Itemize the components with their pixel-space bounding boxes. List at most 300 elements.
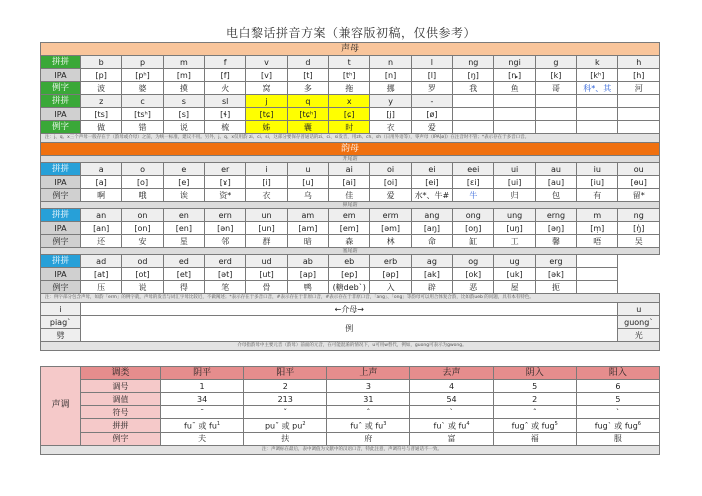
initial-pinyin-1: p	[122, 56, 163, 69]
initial2-ipa-empty	[577, 108, 618, 121]
initial2-ipa-empty	[494, 108, 535, 121]
tone-cell-text: fuˆ 或 fu	[350, 421, 384, 431]
final-nasal-pinyin-7: erm	[370, 209, 411, 222]
tone-number-sup: 2	[302, 421, 306, 427]
initial2-example-empty	[535, 121, 576, 134]
initial2-ipa-empty	[453, 108, 494, 121]
row-label-ipa: IPA	[41, 69, 81, 82]
initial-ipa-4: [v]	[246, 69, 287, 82]
final-nasal-example-1: 安	[122, 235, 163, 248]
final-open-ipa-6: [ai]	[329, 176, 370, 189]
final-open-ipa-9: [ɛi]	[453, 176, 494, 189]
finals-header: 韵母	[41, 143, 660, 156]
initial2-pinyin-empty	[577, 95, 618, 108]
row-label-pinyin: 拼拼	[41, 95, 81, 108]
final-open-pinyin-3: er	[205, 163, 246, 176]
final-open-example-9: 牛	[453, 189, 494, 202]
initial-example-12: 科*、其	[577, 82, 618, 95]
final-stop-pinyin-9: og	[453, 255, 494, 268]
row-label-pinyin: 拼拼	[41, 209, 81, 222]
final-stop-ipa-0: [at]	[81, 268, 122, 281]
tone-cell	[327, 380, 410, 393]
tone-cell	[327, 419, 410, 433]
initial2-ipa-0: [ts]	[81, 108, 122, 121]
initial2-example-empty	[577, 121, 618, 134]
final-stop-example-7: 入	[370, 281, 411, 294]
tone-cell	[244, 432, 327, 445]
finals-note: 注：例字部分包含声母，如韵「erm」的例字就，声母的发音与词汇字母比较近，不做阐述；*表示存在于多音口音，#表示存在于非原口音，#表示存在于非原口音，「ang」、「ong」等韵母可以用合体复合韵，比如韵ueb 的问题，具有本有特色。	[41, 294, 660, 303]
final-open-ipa-12: [iu]	[577, 176, 618, 189]
initial-ipa-10: [ȵ]	[494, 69, 535, 82]
tone-cell	[576, 393, 659, 406]
final-nasal-example-9: 缸	[453, 235, 494, 248]
initial-ipa-12: [kʰ]	[577, 69, 618, 82]
final-stop-pinyin-7: erb	[370, 255, 411, 268]
initial-pinyin-4: v	[246, 56, 287, 69]
tone-cell	[244, 393, 327, 406]
tone-cell-text: 5	[615, 394, 621, 404]
final-stop-pinyin-6: eb	[329, 255, 370, 268]
tone-cell-text: fugˋ 或 fug	[594, 421, 638, 431]
final-open-pinyin-5: u	[287, 163, 328, 176]
final-stop-pinyin-11: erg	[535, 255, 576, 268]
initial2-pinyin-empty	[618, 95, 660, 108]
tone-header-5: 阴入	[493, 367, 576, 380]
final-stop-ipa-10: [uk]	[494, 268, 535, 281]
final-nasal-pinyin-0: an	[81, 209, 122, 222]
initial2-example-6: 时	[329, 121, 370, 134]
final-stop-example-11: 扼	[535, 281, 576, 294]
initial-ipa-7: [n]	[370, 69, 411, 82]
initial2-ipa-8: [ø]	[411, 108, 452, 121]
final-stop-example-6: (糖deb`)	[329, 281, 370, 294]
final-stop-example-2: 得	[163, 281, 204, 294]
final-stop-example-10: 屋	[494, 281, 535, 294]
final-nasal-example-7: 林	[370, 235, 411, 248]
final-nasal-ipa-11: [əŋ]	[535, 222, 576, 235]
tone-cell-text: ˋ	[615, 407, 620, 417]
initial-example-10: 鱼	[494, 82, 535, 95]
row-label-ipa: IPA	[41, 268, 81, 281]
tone-cell-text: 4	[449, 381, 455, 391]
tone-cell-text: 扶	[281, 434, 290, 444]
initial-ipa-9: [ŋ]	[453, 69, 494, 82]
initial-pinyin-9: ng	[453, 56, 494, 69]
initial2-example-2: 说	[163, 121, 204, 134]
final-open-ipa-10: [ui]	[494, 176, 535, 189]
final-nasal-ipa-5: [am]	[287, 222, 328, 235]
row-label-pinyin: 拼拼	[41, 163, 81, 176]
final-stop-example-4: 骨	[246, 281, 287, 294]
final-open-pinyin-2: e	[163, 163, 204, 176]
final-open-example-13: 留*	[618, 189, 660, 202]
final-open-ipa-0: [a]	[81, 176, 122, 189]
medial-right-top: u	[618, 303, 660, 316]
page-title: 电白黎话拼音方案（兼容版初稿，仅供参考）	[225, 26, 476, 40]
tone-cell	[576, 406, 659, 419]
tone-cell-text: 夫	[198, 434, 207, 444]
final-stop-ipa-5: [ap]	[287, 268, 328, 281]
initial-example-2: 摸	[163, 82, 204, 95]
final-open-pinyin-8: ei	[411, 163, 452, 176]
final-open-example-6: 佳	[329, 189, 370, 202]
row-label-ipa: IPA	[41, 176, 81, 189]
pinyin-scheme-table	[40, 42, 660, 351]
final-nasal-example-5: 暗	[287, 235, 328, 248]
final-stop-pinyin-1: od	[122, 255, 163, 268]
tone-row-label: 调值	[81, 393, 161, 406]
row-label-ipa: IPA	[41, 108, 81, 121]
final-stop-example-5: 鸭	[287, 281, 328, 294]
initial-pinyin-8: l	[411, 56, 452, 69]
initial2-ipa-3: [ɬ]	[205, 108, 246, 121]
final-stop-ipa-4: [ut]	[246, 268, 287, 281]
final-nasal-pinyin-12: m	[577, 209, 618, 222]
final-stop-example-8: 辟	[411, 281, 452, 294]
initial2-pinyin-7: y	[370, 95, 411, 108]
final-nasal-pinyin-5: am	[287, 209, 328, 222]
tone-cell	[493, 419, 576, 433]
tone-row-label: 拼拼	[81, 419, 161, 433]
final-open-pinyin-9: eei	[453, 163, 494, 176]
final-stop-pinyin-10: ug	[494, 255, 535, 268]
tone-cell-text: fuˋ 或 fu	[433, 421, 467, 431]
tone-cell	[493, 432, 576, 445]
final-open-ipa-11: [au]	[535, 176, 576, 189]
initial2-example-8: 爱	[411, 121, 452, 134]
medial-header: ←介母→	[81, 303, 618, 316]
initial2-example-empty	[618, 121, 660, 134]
tone-cell	[410, 419, 493, 433]
initial-pinyin-6: t	[329, 56, 370, 69]
final-nasal-example-3: 邻	[205, 235, 246, 248]
initial-ipa-6: [tʰ]	[329, 69, 370, 82]
tone-cell-text: 5	[532, 381, 538, 391]
tone-cell	[244, 380, 327, 393]
initial2-example-5: 囊	[287, 121, 328, 134]
final-nasal-example-11: 馨	[535, 235, 576, 248]
tone-row-label: 调号	[81, 380, 161, 393]
final-open-example-5: 乌	[287, 189, 328, 202]
finals-stop-subheader: 塞尾韵	[41, 248, 660, 255]
final-stop-pinyin-2: ed	[163, 255, 204, 268]
initial-example-7: 挪	[370, 82, 411, 95]
row-label-pinyin: 拼拼	[41, 56, 81, 69]
initial2-pinyin-5: q	[287, 95, 328, 108]
initial2-ipa-1: [tsʰ]	[122, 108, 163, 121]
medial-right-bot: 光	[618, 329, 660, 342]
final-stop-example-1: 说	[122, 281, 163, 294]
final-open-example-11: 包	[535, 189, 576, 202]
initial-pinyin-2: m	[163, 56, 204, 69]
final-stop-ipa-7: [əp]	[370, 268, 411, 281]
tone-cell	[244, 406, 327, 419]
final-open-pinyin-13: ou	[618, 163, 660, 176]
tone-header-1: 阴平	[161, 367, 244, 380]
final-nasal-example-10: 工	[494, 235, 535, 248]
tone-table	[40, 366, 660, 455]
initial-pinyin-3: f	[205, 56, 246, 69]
tone-cell	[244, 419, 327, 433]
final-nasal-ipa-1: [on]	[122, 222, 163, 235]
final-open-example-8: 水*、牛#	[411, 189, 452, 202]
final-stop-pinyin-empty	[577, 255, 618, 268]
initial2-pinyin-4: j	[246, 95, 287, 108]
final-open-ipa-1: [o]	[122, 176, 163, 189]
final-nasal-example-2: 星	[163, 235, 204, 248]
final-nasal-ipa-6: [em]	[329, 222, 370, 235]
tone-cell-text: ˋ	[449, 407, 454, 417]
initial2-ipa-2: [s]	[163, 108, 204, 121]
final-open-pinyin-0: a	[81, 163, 122, 176]
initial2-example-0: 做	[81, 121, 122, 134]
row-label-example: 例字	[41, 281, 81, 294]
final-nasal-example-0: 还	[81, 235, 122, 248]
initial-example-1: 婆	[122, 82, 163, 95]
final-stop-ipa-3: [ət]	[205, 268, 246, 281]
initial-pinyin-0: b	[81, 56, 122, 69]
final-nasal-example-12: 唔	[577, 235, 618, 248]
final-stop-example-empty	[577, 281, 618, 294]
tone-cell	[327, 432, 410, 445]
final-open-pinyin-12: iu	[577, 163, 618, 176]
initial2-ipa-4: [tɕ]	[246, 108, 287, 121]
initial-ipa-1: [pʰ]	[122, 69, 163, 82]
final-open-example-4: 衣	[246, 189, 287, 202]
initial2-example-4: 姊	[246, 121, 287, 134]
tone-cell	[161, 419, 244, 433]
final-stop-pinyin-3: erd	[205, 255, 246, 268]
tone-cell-text: fuˉ 或 fu	[184, 421, 217, 431]
initial2-pinyin-0: z	[81, 95, 122, 108]
final-open-ipa-8: [ei]	[411, 176, 452, 189]
final-stop-pinyin-8: ag	[411, 255, 452, 268]
initials-note: 注：j、q、x三个声母一般存在于（韵母或介母）之前，为统一标准，建议不用。另外，j、q、x仅用韵 zi、ci、si，这部分要保存普通话的zi、ci、si发音，用zh、ch、sh（日用外语等），零声母（IPA[ø]）在注音时不管；*表示存在于多音口音。	[41, 134, 660, 143]
initial-example-0: 波	[81, 82, 122, 95]
initial2-ipa-empty	[618, 108, 660, 121]
final-open-pinyin-7: oi	[370, 163, 411, 176]
final-nasal-ipa-9: [oŋ]	[453, 222, 494, 235]
final-nasal-pinyin-6: em	[329, 209, 370, 222]
medial-left-mid: piag`	[41, 316, 81, 329]
tone-cell	[576, 419, 659, 433]
initial-ipa-3: [f]	[205, 69, 246, 82]
tone-header-2: 阳平	[244, 367, 327, 380]
initial-example-11: 哥	[535, 82, 576, 95]
final-stop-ipa-1: [ot]	[122, 268, 163, 281]
final-nasal-pinyin-1: on	[122, 209, 163, 222]
tone-header-0: 调类	[81, 367, 161, 380]
initial-example-13: 河	[618, 82, 660, 95]
tone-cell-text: 富	[447, 434, 456, 444]
initial2-ipa-empty	[535, 108, 576, 121]
final-nasal-pinyin-11: erng	[535, 209, 576, 222]
tone-cell	[327, 393, 410, 406]
final-stop-pinyin-0: ad	[81, 255, 122, 268]
initial2-ipa-5: [tɕʰ]	[287, 108, 328, 121]
tone-header-6: 阳入	[576, 367, 659, 380]
final-open-example-1: 哦	[122, 189, 163, 202]
medial-center: 例	[81, 316, 618, 342]
final-nasal-pinyin-3: ern	[205, 209, 246, 222]
final-open-example-3: 资*	[205, 189, 246, 202]
initial2-pinyin-2: s	[163, 95, 204, 108]
tone-cell-text: puˇ 或 pu	[264, 421, 303, 431]
initial-ipa-13: [h]	[618, 69, 660, 82]
final-open-pinyin-10: ui	[494, 163, 535, 176]
final-stop-example-0: 压	[81, 281, 122, 294]
final-open-ipa-2: [e]	[163, 176, 204, 189]
tone-cell	[161, 406, 244, 419]
final-open-ipa-3: [ɤ]	[205, 176, 246, 189]
medial-note: 介母指韵母中主要元音（韵母）前面的元音，在可能混淆的情况下，u可用w替代，例如，guong可表示为gwong。	[41, 342, 660, 351]
tone-number-sup: 1	[216, 421, 221, 427]
final-nasal-example-4: 群	[246, 235, 287, 248]
final-open-example-10: 归	[494, 189, 535, 202]
final-stop-ipa-9: [ok]	[453, 268, 494, 281]
initial-ipa-8: [l]	[411, 69, 452, 82]
tone-cell-text: 6	[615, 381, 621, 391]
initial2-pinyin-empty	[494, 95, 535, 108]
tone-cell	[410, 432, 493, 445]
final-open-ipa-13: [ɵu]	[618, 176, 660, 189]
tone-cell-text: 54	[446, 394, 457, 404]
final-stop-ipa-empty	[577, 268, 618, 281]
initial-example-3: 火	[205, 82, 246, 95]
tone-cell-text: 3	[365, 381, 371, 391]
final-open-pinyin-11: au	[535, 163, 576, 176]
initial-pinyin-7: n	[370, 56, 411, 69]
initial-ipa-11: [k]	[535, 69, 576, 82]
final-nasal-example-8: 命	[411, 235, 452, 248]
final-open-pinyin-6: ai	[329, 163, 370, 176]
final-nasal-ipa-4: [un]	[246, 222, 287, 235]
initial2-example-3: 梳	[205, 121, 246, 134]
initial2-pinyin-1: c	[122, 95, 163, 108]
row-label-example: 例字	[41, 235, 81, 248]
tone-cell	[410, 380, 493, 393]
final-open-pinyin-1: o	[122, 163, 163, 176]
initial2-pinyin-6: x	[329, 95, 370, 108]
final-nasal-pinyin-10: ung	[494, 209, 535, 222]
tone-cell	[410, 406, 493, 419]
initial2-example-1: 错	[122, 121, 163, 134]
final-nasal-example-6: 森	[329, 235, 370, 248]
tone-cell-text: ˉ	[200, 407, 205, 417]
tone-number-sup: 4	[466, 421, 470, 427]
initial-pinyin-11: g	[535, 56, 576, 69]
initial-pinyin-5: d	[287, 56, 328, 69]
initial2-pinyin-3: sl	[205, 95, 246, 108]
tone-number-sup: 6	[637, 421, 641, 427]
initial2-ipa-7: [j]	[370, 108, 411, 121]
final-nasal-ipa-7: [əm]	[370, 222, 411, 235]
medial-left-top: i	[41, 303, 81, 316]
tone-cell	[410, 393, 493, 406]
initial2-example-empty	[453, 121, 494, 134]
row-label-example: 例字	[41, 82, 81, 95]
final-open-ipa-4: [i]	[246, 176, 287, 189]
tone-row-label: 例字	[81, 432, 161, 445]
initial-example-8: 罗	[411, 82, 452, 95]
tone-header-3: 上声	[327, 367, 410, 380]
tone-cell	[161, 393, 244, 406]
tone-cell	[493, 380, 576, 393]
tone-cell	[576, 380, 659, 393]
final-stop-ipa-8: [ak]	[411, 268, 452, 281]
final-nasal-ipa-8: [aŋ]	[411, 222, 452, 235]
tone-cell-text: 31	[363, 394, 374, 404]
tone-cell-text: ˇ	[283, 407, 288, 417]
final-open-ipa-5: [u]	[287, 176, 328, 189]
final-stop-ipa-2: [et]	[163, 268, 204, 281]
final-stop-ipa-11: [ək]	[535, 268, 576, 281]
final-nasal-ipa-12: [m̩]	[577, 222, 618, 235]
tone-cell-text: 2	[282, 381, 288, 391]
initial2-example-7: 衣	[370, 121, 411, 134]
tone-cell-text: 服	[613, 434, 622, 444]
tone-cell	[493, 393, 576, 406]
final-stop-ipa-6: [ep]	[329, 268, 370, 281]
tones-note: 注：声调标在最后，表中调值为文献中的汉语口音，特此注意，声调符号与普通话不一致。	[41, 445, 660, 454]
tone-cell-text: 福	[530, 434, 539, 444]
initials-header: 声母	[41, 43, 660, 56]
tone-cell	[327, 406, 410, 419]
finals-nasal-subheader: 鼻尾韵	[41, 202, 660, 209]
tone-cell-text: 34	[196, 394, 208, 404]
finals-open-subheader: 开尾韵	[41, 156, 660, 163]
tone-cell-text: 1	[199, 381, 205, 391]
final-nasal-ipa-0: [an]	[81, 222, 122, 235]
final-open-example-2: 诶	[163, 189, 204, 202]
medial-right-mid: guong`	[618, 316, 660, 329]
initial-example-5: 多	[287, 82, 328, 95]
final-open-example-12: 有	[577, 189, 618, 202]
initial-ipa-2: [m]	[163, 69, 204, 82]
final-stop-example-3: 笔	[205, 281, 246, 294]
initial-pinyin-10: ngi	[494, 56, 535, 69]
tone-cell-text: 府	[364, 434, 373, 444]
final-nasal-ipa-10: [uŋ]	[494, 222, 535, 235]
final-open-example-0: 啊	[81, 189, 122, 202]
tone-number-sup: 5	[554, 421, 558, 427]
medial-left-bot: 劈	[41, 329, 81, 342]
initial-example-4: 窝	[246, 82, 287, 95]
tone-cell-text: 2	[532, 394, 538, 404]
initial-example-6: 拖	[329, 82, 370, 95]
initial-pinyin-13: h	[618, 56, 660, 69]
tone-row-label: 符号	[81, 406, 161, 419]
tone-cell	[576, 432, 659, 445]
final-nasal-ipa-2: [en]	[163, 222, 204, 235]
initial-example-9: 我	[453, 82, 494, 95]
tone-cell-text: ˆ	[532, 407, 537, 417]
row-label-example: 例字	[41, 189, 81, 202]
final-stop-pinyin-4: ud	[246, 255, 287, 268]
tone-section-label: 声调	[41, 367, 81, 446]
tone-number-sup: 3	[383, 421, 387, 427]
row-label-pinyin: 拼拼	[41, 255, 81, 268]
final-nasal-pinyin-2: en	[163, 209, 204, 222]
final-nasal-ipa-3: [ən]	[205, 222, 246, 235]
tone-cell	[161, 380, 244, 393]
initial2-pinyin-empty	[453, 95, 494, 108]
final-nasal-ipa-13: [ŋ̍]	[618, 222, 660, 235]
final-nasal-pinyin-4: un	[246, 209, 287, 222]
tone-cell	[161, 432, 244, 445]
initial2-pinyin-empty	[535, 95, 576, 108]
initial-pinyin-12: k	[577, 56, 618, 69]
